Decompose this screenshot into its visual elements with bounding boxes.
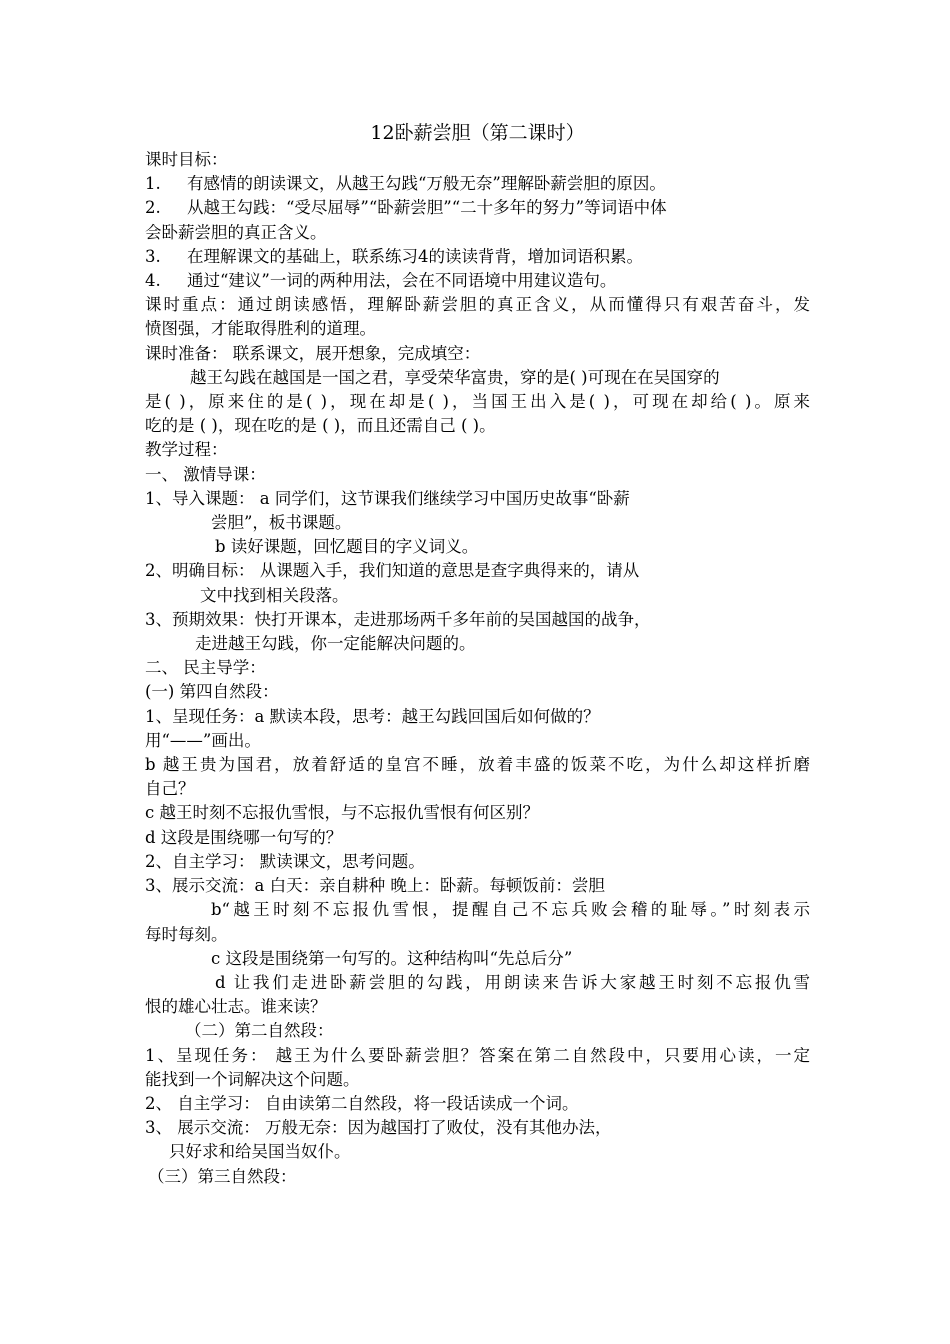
prep-line-3: 是( )，原来住的是( )，现在却是( )，当国王出入是( )，可现在却给( )。原来 xyxy=(145,392,810,412)
goal-number: 3. xyxy=(145,246,161,266)
s1-item-2: 2、明确目标： 从课题入手，我们知道的意思是查字典得来的，请从 xyxy=(145,561,640,581)
goal-text: 有感情的朗读课文，从越王勾践“万般无奈”理解卧薪尝胆的原因。 xyxy=(187,174,666,194)
s1-item-3: 3、预期效果：快打开课本，走进那场两千多年前的吴国越国的战争， xyxy=(145,609,651,629)
p2-item-1-continued: 能找到一个词解决这个问题。 xyxy=(145,1069,360,1089)
goal-number: 2. xyxy=(145,198,161,218)
goal-item-2 xyxy=(145,196,810,220)
p4-item-3-d: d 让我们走进卧薪尝胆的勾践，用朗读来告诉大家越王时刻不忘报仇雪 xyxy=(215,972,810,992)
goal-item-3 xyxy=(145,245,810,269)
p2-item-3: 3、 展示交流： 万般无奈：因为越国打了败仗，没有其他办法， xyxy=(145,1118,612,1138)
p2-item-1: 1、呈现任务： 越王为什么要卧薪尝胆？答案在第二自然段中，只要用心读，一定 xyxy=(145,1045,810,1065)
paragraph-4-heading: (一) 第四自然段： xyxy=(145,682,279,702)
p4-item-1-b-continued: 自己？ xyxy=(145,779,195,799)
prep-line-1: 课时准备： 联系课文，展开想象，完成填空： xyxy=(145,343,481,363)
prep-line-2: 越王勾践在越国是一国之君，享受荣华富贵，穿的是( )可现在在吴国穿的 xyxy=(190,367,720,387)
p4-item-1-d: d 这段是围绕哪一句写的？ xyxy=(145,827,343,847)
p4-item-3-c: c 这段是围绕第一句写的。这种结构叫“先总后分” xyxy=(211,948,573,968)
goal-text: 从越王勾践：“受尽屈辱”“卧薪尝胆”“二十多年的努力”等词语中体 xyxy=(187,198,667,218)
s1-item-1-continued: 尝胆”，板书课题。 xyxy=(211,513,352,533)
p4-item-3-b-continued: 每时每刻。 xyxy=(145,924,228,944)
document-title: 12卧薪尝胆（第二课时） xyxy=(370,122,585,144)
p4-item-1-continued: 用“——”画出。 xyxy=(145,730,261,750)
goal-item-1 xyxy=(145,172,810,196)
goal-text: 通过“建议”一词的两种用法，会在不同语境中用建议造句。 xyxy=(187,271,617,291)
s1-item-2-continued: 文中找到相关段落。 xyxy=(200,585,349,605)
paragraph-2-heading: （二）第二自然段： xyxy=(185,1021,334,1041)
goals-heading: 课时目标： xyxy=(145,150,228,169)
section-2-heading: 二、 民主导学： xyxy=(145,658,266,678)
p2-item-2: 2、 自主学习： 自由读第二自然段，将一段话读成一个词。 xyxy=(145,1093,579,1113)
goal-item-4 xyxy=(145,269,810,293)
p4-item-1: 1、呈现任务：a 默读本段，思考：越王勾践回国后如何做的？ xyxy=(145,706,600,726)
goal-text: 在理解课文的基础上，联系练习4的读读背背，增加词语积累。 xyxy=(187,246,643,266)
p4-item-1-b: b 越王贵为国君，放着舒适的皇宫不睡，放着丰盛的饭菜不吃，为什么却这样折磨 xyxy=(145,755,810,775)
p4-item-3-d-continued: 恨的雄心壮志。谁来读？ xyxy=(145,997,327,1017)
p4-item-1-c: c 越王时刻不忘报仇雪恨，与不忘报仇雪恨有何区别？ xyxy=(145,803,539,823)
document-body xyxy=(145,118,810,1189)
goal-number: 4. xyxy=(145,271,161,291)
prep-line-4: 吃的是 ( )，现在吃的是 ( )，而且还需自己 ( )。 xyxy=(145,416,496,436)
section-1-heading: 一、 激情导课： xyxy=(145,464,266,484)
p4-item-3-b: b“越王时刻不忘报仇雪恨，提醒自己不忘兵败会稽的耻辱。”时刻表示 xyxy=(211,900,810,920)
p2-item-3-continued: 只好求和给吴国当奴仆。 xyxy=(169,1142,351,1162)
goal-number: 1. xyxy=(145,174,161,194)
paragraph-3-heading: （三）第三自然段： xyxy=(148,1166,297,1186)
focus-line-1: 课时重点：通过朗读感悟，理解卧薪尝胆的真正含义，从而懂得只有艰苦奋斗，发 xyxy=(145,295,810,315)
p4-item-3: 3、展示交流：a 白天：亲自耕种 晚上：卧薪。每顿饭前：尝胆 xyxy=(145,876,605,896)
p4-item-2: 2、自主学习： 默读课文，思考问题。 xyxy=(145,851,425,871)
s1-item-1: 1、导入课题： a 同学们，这节课我们继续学习中国历史故事“卧薪 xyxy=(145,488,630,508)
s1-item-1-b: b 读好课题，回忆题目的字义词义。 xyxy=(215,537,479,557)
process-heading: 教学过程： xyxy=(145,440,228,460)
focus-line-2: 愤图强，才能取得胜利的道理。 xyxy=(145,319,376,339)
s1-item-3-continued: 走进越王勾践，你一定能解决问题的。 xyxy=(195,634,476,654)
goal-item-2-continued: 会卧薪尝胆的真正含义。 xyxy=(145,222,327,242)
